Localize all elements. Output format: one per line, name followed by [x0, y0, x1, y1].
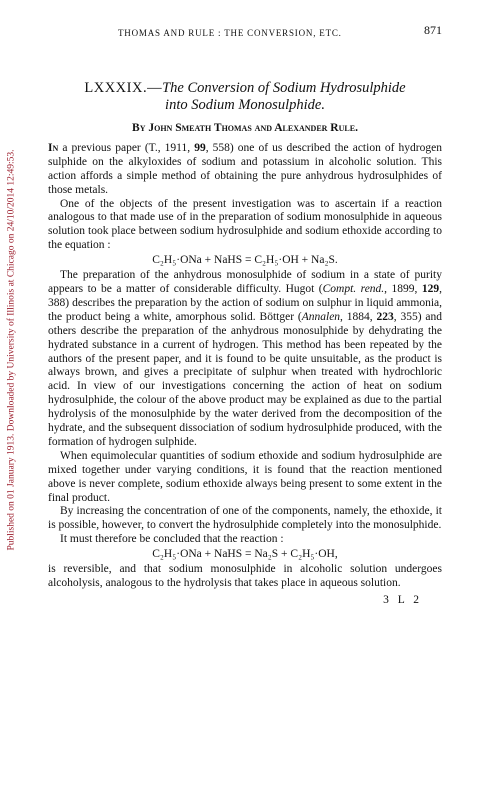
citation-compt-rend: Compt. rend.: [322, 282, 385, 295]
signature-mark: 3 L 2: [383, 593, 422, 606]
paragraph-1: [48, 142, 442, 198]
article-title: [48, 80, 442, 114]
citation-annalen: Annalen: [301, 310, 341, 323]
paragraph-3-text-b: , 1899,: [384, 282, 422, 295]
equation-1: C₂H₅·ONa + NaHS = C₂H₅·OH + Na₂S.: [152, 254, 338, 267]
volume-99: 99: [194, 141, 206, 154]
paragraph-3-text-a: The preparation of the anhydrous monosulphide of sodium in a state of purity appears to be a matter of considerable difficulty. Hugot (: [48, 269, 442, 295]
page-number: 871: [424, 23, 442, 37]
download-watermark: [2, 0, 22, 700]
equation-2: C₂H₅·ONa + NaHS = Na₂S + C₂H₅·OH,: [152, 548, 338, 561]
title-line-1: The Conversion of Sodium Hydrosulphide: [162, 80, 406, 96]
article-number: LXXXIX.—: [84, 80, 163, 96]
volume-223: 223: [376, 310, 394, 323]
paragraph-3-text-c: , 388) describes the preparation by the action of sodium on sulphur in liquid ammonia, the product being a white, amorphous solid. Böttger (: [48, 282, 442, 323]
paragraph-7: is reversible, and that sodium monosulphide in alcoholic solution undergoes alcoholysis, analogous to the hydrolysis that takes place in aqueous solution.: [48, 563, 442, 589]
paragraph-4: When equimolecular quantities of sodium ethoxide and sodium hydrosulphide are mixed together under varying conditions, it is found that the reaction mentioned above is never complete, sodium ethoxide always being present to some extent in the final product.: [48, 449, 442, 504]
volume-129: 129: [421, 282, 440, 295]
paragraph-1-text-b: , 558) one of us described the action of hydrogen sulphide on the alkyloxides of sodium and potassium in alcoholic solution. This action affords a simple method of obtaining the pure anhydrous hydrosulphides of those metals.: [48, 141, 442, 196]
paragraph-3-text-d: , 1884,: [340, 310, 377, 323]
paragraph-5: By increasing the concentration of one of the components, namely, the ethoxide, it is possible, however, to convert the hydrosulphide completely into the monosulphide.: [48, 505, 442, 532]
paragraph-3-text-e: , 355) and others describe the preparation of the anhydrous monosulphide by dehydrating the hydrated substance in a current of hydrogen. This method has been repeated by the authors of the present paper, and it is found to be quite unsuitable, as the product is always brown, and gives a precipitate of sulphur when treated with hydrochloric acid. In view of our investigations concerning the action of heat on sodium hydrosulphide, the colour of the above product may be explained as due to the partial hydrolysis of the monosulphide by the water derived from the decomposition of the hydrate, and the subsequent dissociation of sodium hydrosulphide produced, with the formation of hydrogen sulphide.: [48, 310, 443, 448]
paragraph-1-lead: In: [48, 141, 59, 154]
journal-page: [48, 24, 442, 608]
running-title: THOMAS AND RULE : THE CONVERSION, ETC.: [118, 28, 342, 38]
paragraph-1-text-a: a previous paper (T., 1911,: [58, 141, 195, 154]
title-line-2: into Sodium Monosulphide.: [165, 97, 325, 113]
paragraph-6: It must therefore be concluded that the reaction :: [60, 533, 284, 546]
byline: By John Smeath Thomas and Alexander Rule.: [132, 122, 358, 134]
running-header: [48, 24, 442, 40]
paragraph-3: [48, 269, 442, 450]
paragraph-2: One of the objects of the present investigation was to ascertain if a reaction analogous to that made use of in the preparation of sodium monosulphide in aqueous solution took place between sodium hydrosulphide and sodium ethoxide according to the equation :: [48, 197, 442, 252]
download-watermark-text: Published on 01 January 1913. Downloaded by University of Illinois at Chicago on 24/10/2014 12:49:53.: [7, 149, 18, 551]
